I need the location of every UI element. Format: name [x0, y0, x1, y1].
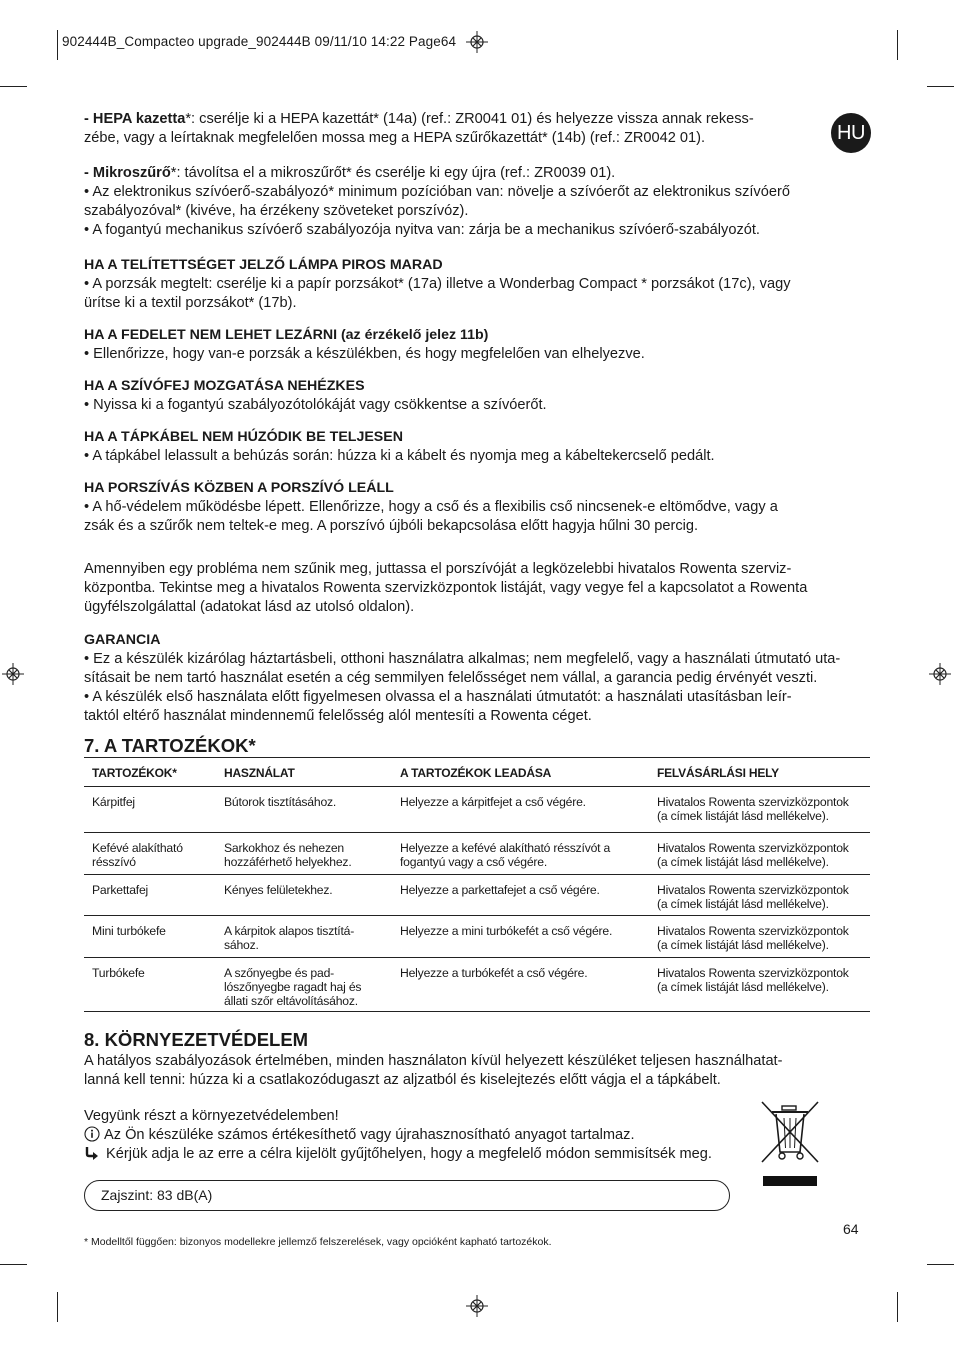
crop-mark — [897, 1292, 898, 1322]
table-cell: Hivatalos Rowenta szervizközpontok (a címek listáját lásd mellékelve). — [657, 883, 849, 911]
crop-mark — [897, 30, 898, 60]
registration-mark-icon — [466, 1295, 488, 1317]
crossed-bin-icon — [760, 1100, 820, 1190]
crop-mark — [927, 86, 954, 87]
table-cell: A kárpitok alapos tisztítá- sához. — [224, 924, 355, 952]
crop-mark — [57, 30, 58, 60]
table-cell: Kefévé alakítható résszívó — [92, 841, 183, 869]
accessories-title: 7. A TARTOZÉKOK* — [84, 735, 256, 756]
cable-heading: HA A TÁPKÁBEL NEM HÚZÓDIK BE TELJESEN — [84, 429, 403, 445]
table-cell: Hivatalos Rowenta szervizközpontok (a címek listáját lásd mellékelve). — [657, 795, 849, 823]
head-section: HA A SZÍVÓFEJ MOZGATÁSA NEHÉZKES • Nyissa ki a fogantyú szabályozótolókáját vagy csökkentse a szívóerőt. — [84, 377, 874, 415]
table-row — [84, 875, 870, 916]
table-cell: A szőnyegbe és pad- lószőnyegbe ragadt haj és állati szőr eltávolításához. — [224, 966, 362, 1008]
crop-mark — [57, 1292, 58, 1322]
table-cell: Parkettafej — [92, 883, 149, 897]
table-row — [84, 916, 870, 958]
environment-content: A hatályos szabályozások értelmében, minden használaton kívül helyezett készüléket teljesen használhatat- lanná kell tenni: húzza ki a csatlakozódugaszt az aljzatból és kiselejtezés előtt vágja el a tápkábelt. Vegyünk részt a környezetvédelemben! Az Ön készüléke számos értékesíthető vagy újrahasznosítható anyagot tartalmaz. Kérjük adja le az erre a célra kijelölt gyűjtőhelyen, hogy a megfelelő módon semmisítsék meg. — [84, 1052, 874, 1164]
lid-heading: HA A FEDELET NEM LEHET LEZÁRNI (az érzékelő jelez 11b) — [84, 327, 489, 343]
table-cell: Hivatalos Rowenta szervizközpontok (a címek listáját lásd mellékelve). — [657, 924, 849, 952]
crop-mark — [0, 1264, 27, 1265]
table-cell: Turbókefe — [92, 966, 145, 980]
table-cell: Kényes felületekhez. — [224, 883, 333, 897]
registration-mark-icon — [2, 663, 24, 685]
registration-mark-icon — [929, 663, 951, 685]
stop-section: HA PORSZÍVÁS KÖZBEN A PORSZÍVÓ LEÁLL • A hő-védelem működésbe lépett. Ellenőrizze, hogy a cső és a flexibilis cső nincsenek-e eltömődve, vagy a zsák és a szűrők nem teltek-e meg. A porszívó újbóli bekapcsolása előtt hagyja hűlni 30 percig. — [84, 479, 874, 536]
hepa-label: - HEPA kazetta — [84, 111, 186, 127]
environment-join: Vegyünk részt a környezetvédelemben! — [84, 1108, 339, 1124]
table-cell: Helyezze a kefévé alakítható résszívót a fogantyú vagy a cső végére. — [400, 841, 611, 869]
registration-mark-icon — [466, 31, 488, 53]
language-badge: HU — [831, 113, 871, 153]
table-cell: Hivatalos Rowenta szervizközpontok (a címek listáját lásd mellékelve). — [657, 966, 849, 994]
head-heading: HA A SZÍVÓFEJ MOZGATÁSA NEHÉZKES — [84, 378, 365, 394]
environment-info-text: Az Ön készüléke számos értékesíthető vagy újrahasznosítható anyagot tartalmaz. — [104, 1127, 635, 1143]
hepa-paragraph: - HEPA kazetta*: cserélje ki a HEPA kazettát* (14a) (ref.: ZR0041 01) és helyezze vissza annak rekess- zébe, vagy a leírtaknak megfelelően mossa meg a HEPA szűrőkazettát* (14b) (ref.: ZR0042 01). — [84, 111, 754, 146]
accessories-table — [84, 757, 870, 1012]
lamp-section: HA A TELÍTETTSÉGET JELZŐ LÁMPA PIROS MARAD • A porzsák megtelt: cserélje ki a papír porzsákot* (17a) illetve a Wonderbag Compact * porzsákot (17c), vagy ürítse ki a textil porzsákot* (17b). — [84, 256, 874, 313]
lamp-heading: HA A TELÍTETTSÉGET JELZŐ LÁMPA PIROS MARAD — [84, 257, 443, 273]
page-number: 64 — [843, 1221, 859, 1237]
table-cell: Sarkokhoz és nehezen hozzáférhető helyekhez. — [224, 841, 352, 869]
table-cell: Helyezze a mini turbókefét a cső végére. — [400, 924, 613, 938]
print-header: 902444B_Compacteo upgrade_902444B 09/11/10 14:22 Page64 — [62, 34, 457, 49]
column-header: HASZNÁLAT — [224, 765, 295, 780]
warranty-heading: GARANCIA — [84, 632, 161, 648]
table-cell: Helyezze a turbókefét a cső végére. — [400, 966, 588, 980]
troubleshooting-content — [84, 110, 874, 739]
column-header: A TARTOZÉKOK LEADÁSA — [400, 765, 552, 780]
table-cell: Kárpitfej — [92, 795, 135, 809]
cable-section: HA A TÁPKÁBEL NEM HÚZÓDIK BE TELJESEN • A tápkábel lelassult a behúzás során: húzza ki a kábelt és nyomja meg a kábeltekercselő pedált. — [84, 428, 874, 466]
environment-title: 8. KÖRNYEZETVÉDELEM — [84, 1029, 309, 1050]
crop-mark — [927, 1264, 954, 1265]
table-cell: Helyezze a parkettafejet a cső végére. — [400, 883, 600, 897]
table-cell: Bútorok tisztításához. — [224, 795, 337, 809]
table-header-row — [84, 758, 870, 787]
environment-recycle-text: Kérjük adja le az erre a célra kijelölt gyűjtőhelyen, hogy a megfelelő módon semmisítsék meg. — [106, 1146, 712, 1162]
noise-level-box: Zajszint: 83 dB(A) — [84, 1180, 730, 1211]
column-header: FELVÁSÁRLÁSI HELY — [657, 765, 779, 780]
table-cell: Helyezze a kárpitfejet a cső végére. — [400, 795, 586, 809]
stop-heading: HA PORSZÍVÁS KÖZBEN A PORSZÍVÓ LEÁLL — [84, 480, 394, 496]
table-row — [84, 958, 870, 1012]
crop-mark — [0, 86, 27, 87]
table-row — [84, 787, 870, 833]
footnote: * Modelltől függően: bizonyos modellekre jellemző felszerelések, vagy opcióként kapható tartozékok. — [84, 1236, 552, 1248]
column-header: TARTOZÉKOK* — [92, 765, 177, 780]
microfilter-label: - Mikroszűrő — [84, 165, 171, 181]
microfilter-paragraph: - Mikroszűrő*: távolítsa el a mikroszűrőt* és cserélje ki egy újra (ref.: ZR0039 01). • Az elektronikus szívóerő-szabályozó* minimum pozícióban van: növelje a szívóerőt az elektronikus szívóerő szabályozóval* (kivéve, ha érzékeny szöveteket porszívóz). • A fogantyú mechanikus szívóerő szabályozója nyitva van: zárja be a mechanikus szívóerő-szabályozót. — [84, 165, 790, 238]
table-cell: Hivatalos Rowenta szervizközpontok (a címek listáját lásd mellékelve). — [657, 841, 849, 869]
table-cell: Mini turbókefe — [92, 924, 166, 938]
lid-section: HA A FEDELET NEM LEHET LEZÁRNI (az érzékelő jelez 11b) • Ellenőrizze, hogy van-e porzsák a készülékben, és hogy megfelelően van elhelyezve. — [84, 326, 874, 364]
table-row — [84, 833, 870, 875]
recycle-arrow-icon — [84, 1145, 100, 1161]
info-icon — [84, 1126, 100, 1142]
warranty-section: GARANCIA • Ez a készülék kizárólag háztartásbeli, otthoni használatra alkalmas; nem megfelelő, vagy a használati útmutató uta- sításait be nem tartó használat esetén a cég semmilyen felelősséget nem vállal, a garancia pedig érvényét veszti. • A készülék első használata előtt figyelmesen olvassa el a használati útmutatót: a használati utasításban leír- taktól eltérő használat mindennemű felelősség alól mentesíti a Rowenta céget. — [84, 631, 874, 726]
service-paragraph: Amennyiben egy probléma nem szűnik meg, juttassa el porszívóját a legközelebbi hivatalos Rowenta szerviz- központba. Tekintse meg a hivatalos Rowenta szervizközpontok listáját, vagy vegye fel a kapcsolatot a Rowenta ügyfélszolgálattal (adatokat lásd az utolsó oldalon). — [84, 561, 808, 615]
